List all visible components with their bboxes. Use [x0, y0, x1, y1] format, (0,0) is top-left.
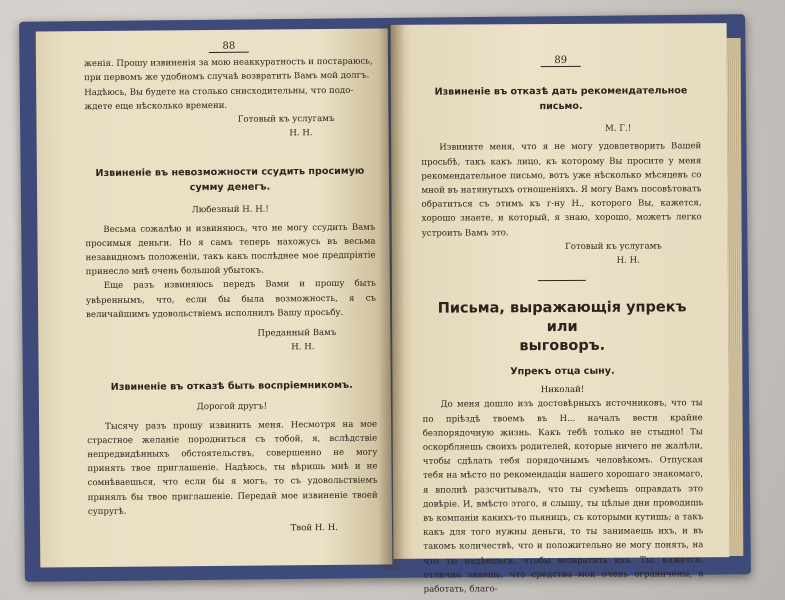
intro-line: при первомъ же удобномъ случаѣ возвратить Вамъ мой долгъ.: [84, 71, 370, 84]
letter3-body: Извините меня, что я не могу удовлетворить Вашей просьбѣ, такъ какъ лицо, къ которому Вы просите у меня рекомендательное письмо, вотъ уже нѣсколько мѣсяцевъ со мной въ натянутыхъ отношеніяхъ. Я могу Вамъ посовѣтовать обратиться съ этимъ къ г-ну Н., которого Вы, кажется, хорошо знаете, и который, я знаю, хорошо, можетъ легко устроить Вамъ это.: [421, 141, 702, 239]
letter1-heading: Извиненіе въ невозможности ссудить просимую: [95, 166, 365, 180]
letter4-body: До меня дошло изъ достовѣрныхъ источниковъ, что ты по пріѣздѣ твоемъ въ Н... началъ вести крайне безпорядочную жизнь. Какъ тебѣ только не стыдно! Ты оскорбляешь своихъ родителей, которые ничего не жалѣли, чтобы сдѣлать тебя порядочнымъ человѣкомъ. Отпуская тебя на мѣсто по рекомендаціи нашего хорошаго знакомаго, я вполнѣ разсчитывалъ, что ты сумѣешь оправдать это довѣріе. И, вмѣсто этого, я слышу, ты цѣлые дни проводишь въ компаніи какихъ-то пьяницъ, съ которыми кутишь; а такъ какъ для того нужны деньги, то ты занимаешь ихъ, и въ такомъ количествѣ, что и положительно не могу понять, на что ты надѣешься, чтобы возвратить ихъ. Ты, кажется, отлично знаешь, что средства мои очень ограничены, а работать, благо-: [422, 398, 704, 595]
left-page: [36, 28, 393, 567]
letter2-heading: Извиненіе въ отказѣ быть воспріемникомъ.: [110, 380, 353, 394]
intro-line: ждете еще нѣсколько времени.: [84, 100, 228, 112]
letter4-salutation: Николай!: [540, 385, 585, 396]
intro-closing: Готовый къ услугамъ: [237, 113, 335, 125]
letter3-heading: Извиненіе въ отказѣ дать рекомендательное письмо.: [434, 85, 688, 113]
letter4-heading: Упрекъ отца сыну.: [510, 365, 615, 378]
section-divider: [538, 280, 586, 281]
right-page-content: [421, 53, 704, 597]
letter1-signature: Н. Н.: [291, 342, 315, 353]
section-title: Письма, выражающія упрекъ или: [437, 299, 687, 336]
letter2-body: Тысячу разъ прошу извинить меня. Несмотря на мое страстное желаніе породниться съ тобой, я, вслѣдствіе непредвидѣнныхъ обстоятельствъ, совершенно не могу принять твое приглашеніе. Надѣюсь, ты вѣришь мнѣ и не сомнѣваешься, что если бы я могъ, то съ удовольствіемъ принялъ бы твое приглашеніе. Передай мое извиненіе твоей супругѣ.: [87, 419, 378, 517]
intro-signature: Н. Н.: [289, 128, 313, 139]
letter1-body: Весьма сожалѣю и извиняюсь, что не могу ссудить Вамъ просимыя деньги. Но я самъ теперь нахожусь въ весьма незавидномъ положеніи, такъ какъ послѣднее мое предпріятіе принесло мнѣ очень большой убытокъ.: [85, 222, 376, 278]
intro-line: женія. Прошу извиненія за мою неаккуратность и постараюсь,: [83, 56, 373, 70]
letter1-salutation: Любезный Н. Н.!: [191, 204, 269, 216]
page-number-left: 88: [84, 39, 374, 56]
book-gutter: [378, 24, 404, 570]
letter1-heading-cont: сумму денегъ.: [189, 181, 271, 194]
letter1-closing: Преданный Вамъ: [257, 327, 337, 339]
page-number-right: 89: [421, 53, 701, 69]
letter3-signature: Н. Н.: [616, 255, 640, 266]
letter2-salutation: Дорогой другъ!: [196, 401, 268, 413]
left-page-content: [84, 39, 378, 538]
right-page: [391, 23, 730, 595]
page-edges: [727, 38, 744, 556]
letter3-salutation: М. Г.!: [604, 123, 632, 134]
letter2-signature: Твой Н. Н.: [290, 523, 339, 534]
section-title-cont: выговоръ.: [519, 337, 606, 355]
letter3-closing: Готовый къ услугамъ: [565, 241, 662, 252]
intro-line: Надѣюсь, Вы будете на столько снисходительны, что подо-: [84, 85, 354, 98]
letter1-body2: Еще разъ извиняюсь передъ Вами и прошу быть увѣреннымъ, что, если бы была возможность, я съ величайшимъ удовольствіемъ исполнилъ Вашу просьбу.: [85, 279, 377, 320]
